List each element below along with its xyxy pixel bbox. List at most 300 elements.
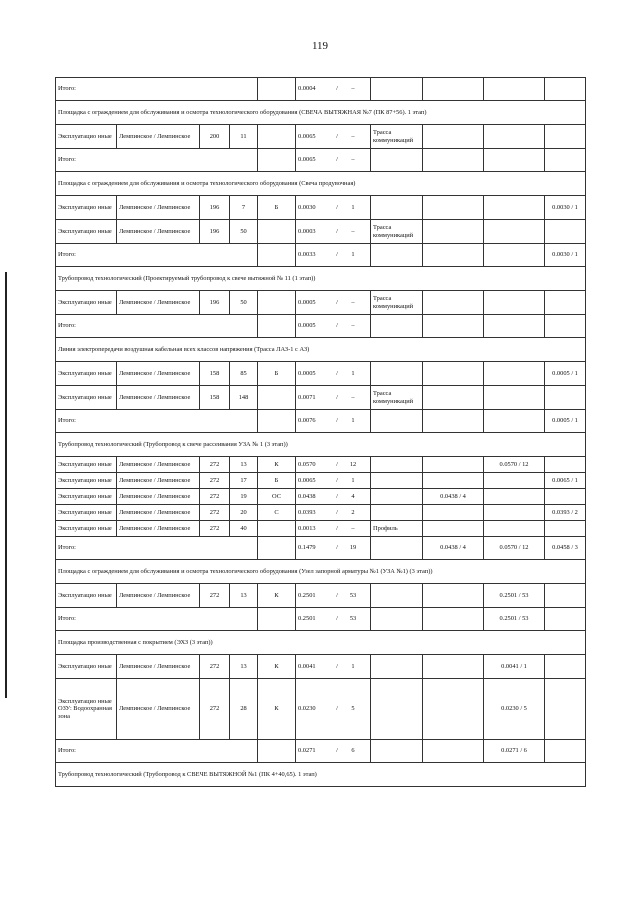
data-row bbox=[56, 473, 586, 489]
data-row bbox=[56, 291, 586, 315]
section-title: Площадка с ограждением для обслуживания и осмотра технологического оборудования (СВЕЧА ВЫТЯЖНАЯ №7 (ПК 87+56). 1 этап) bbox=[56, 101, 586, 125]
col9-cell bbox=[371, 362, 423, 386]
col11-cell bbox=[484, 196, 545, 220]
col10-cell bbox=[423, 473, 484, 489]
quarter-cell: 272 bbox=[200, 521, 230, 537]
col9-cell bbox=[371, 505, 423, 521]
col11-cell bbox=[484, 220, 545, 244]
tree-count: 53 bbox=[349, 615, 357, 623]
forestry-cell: Лемпинское / Лемпинское bbox=[117, 125, 200, 149]
area-count-cell bbox=[296, 125, 371, 149]
total-row bbox=[56, 410, 586, 433]
plot-cell: 7 bbox=[230, 196, 258, 220]
section-row bbox=[56, 763, 586, 787]
data-row bbox=[56, 679, 586, 740]
tree-count: – bbox=[351, 132, 355, 140]
col9-cell: Трасса коммуникаций bbox=[371, 291, 423, 315]
col9-cell bbox=[371, 608, 423, 631]
total-label: Итого: bbox=[56, 149, 258, 172]
col10-cell bbox=[423, 291, 484, 315]
section-title: Трубопровод технологический (Трубопровод к СВЕЧЕ ВЫТЯЖНОЙ №1 (ПК 4+40,65). 1 этап) bbox=[56, 763, 586, 787]
plot-cell: 11 bbox=[230, 125, 258, 149]
col12-cell: 0.0005 / 1 bbox=[545, 362, 586, 386]
plot-cell: 40 bbox=[230, 521, 258, 537]
area-value: 0.1479 bbox=[298, 544, 316, 552]
col9-cell: Трасса коммуникаций bbox=[371, 386, 423, 410]
owner-cell: Эксплуатацио нные bbox=[56, 291, 117, 315]
owner-cell: Эксплуатацио нные bbox=[56, 125, 117, 149]
area-value: 0.0065 bbox=[298, 156, 316, 164]
tree-count: 1 bbox=[351, 251, 355, 259]
quarter-cell: 196 bbox=[200, 196, 230, 220]
area-value: 0.0438 bbox=[298, 492, 316, 500]
col10-cell bbox=[423, 608, 484, 631]
tree-count: – bbox=[351, 227, 355, 235]
area-count-cell bbox=[296, 291, 371, 315]
plot-cell: 50 bbox=[230, 291, 258, 315]
section-row bbox=[56, 560, 586, 584]
forestry-cell: Лемпинское / Лемпинское bbox=[117, 362, 200, 386]
area-value: 0.0076 bbox=[298, 417, 316, 425]
area-count-cell bbox=[296, 196, 371, 220]
col9-cell: Трасса коммуникаций bbox=[371, 220, 423, 244]
area-value: 0.0030 bbox=[298, 203, 316, 211]
area-count-cell bbox=[296, 220, 371, 244]
area-count-cell bbox=[296, 740, 371, 763]
separator: / bbox=[336, 524, 338, 532]
quarter-cell: 200 bbox=[200, 125, 230, 149]
col11-cell bbox=[484, 521, 545, 537]
plot-cell: 50 bbox=[230, 220, 258, 244]
area-value: 0.0004 bbox=[298, 85, 316, 93]
col11-cell: 0.0041 / 1 bbox=[484, 655, 545, 679]
area-value: 0.0005 bbox=[298, 322, 316, 330]
col11-cell bbox=[484, 386, 545, 410]
col10-cell bbox=[423, 457, 484, 473]
category-cell bbox=[258, 291, 296, 315]
quarter-cell: 272 bbox=[200, 473, 230, 489]
forestry-cell: Лемпинское / Лемпинское bbox=[117, 521, 200, 537]
section-row bbox=[56, 433, 586, 457]
separator: / bbox=[336, 460, 338, 468]
area-count-cell bbox=[296, 505, 371, 521]
separator: / bbox=[336, 417, 338, 425]
category-cell: К bbox=[258, 584, 296, 608]
col12-cell bbox=[545, 149, 586, 172]
owner-cell: Эксплуатацио нные bbox=[56, 521, 117, 537]
col12-cell bbox=[545, 740, 586, 763]
data-row bbox=[56, 362, 586, 386]
col11-cell bbox=[484, 291, 545, 315]
area-count-cell bbox=[296, 537, 371, 560]
area-count-cell bbox=[296, 521, 371, 537]
category-cell bbox=[258, 78, 296, 101]
col9-cell: Профиль bbox=[371, 521, 423, 537]
owner-cell: Эксплуатацио нные bbox=[56, 505, 117, 521]
section-row bbox=[56, 631, 586, 655]
plot-cell: 20 bbox=[230, 505, 258, 521]
area-count-cell bbox=[296, 608, 371, 631]
owner-cell: Эксплуатацио нные bbox=[56, 386, 117, 410]
area-value: 0.2501 bbox=[298, 591, 316, 599]
area-value: 0.0005 bbox=[298, 298, 316, 306]
col11-cell: 0.0570 / 12 bbox=[484, 457, 545, 473]
forestry-cell: Лемпинское / Лемпинское bbox=[117, 386, 200, 410]
plot-cell: 13 bbox=[230, 655, 258, 679]
tree-count: 12 bbox=[349, 460, 357, 468]
col9-cell bbox=[371, 537, 423, 560]
section-title: Трубопровод технологический (Проектируемый трубопровод к свече вытяжной № 11 (1 этап)) bbox=[56, 267, 586, 291]
tree-count: 1 bbox=[351, 662, 355, 670]
tree-count: 2 bbox=[351, 508, 355, 516]
separator: / bbox=[336, 369, 338, 377]
quarter-cell: 196 bbox=[200, 220, 230, 244]
col9-cell bbox=[371, 457, 423, 473]
col9-cell bbox=[371, 410, 423, 433]
category-cell: Б bbox=[258, 196, 296, 220]
tree-count: 1 bbox=[351, 476, 355, 484]
col11-cell bbox=[484, 489, 545, 505]
col10-cell bbox=[423, 410, 484, 433]
col9-cell bbox=[371, 315, 423, 338]
separator: / bbox=[336, 544, 338, 552]
quarter-cell: 196 bbox=[200, 291, 230, 315]
quarter-cell: 272 bbox=[200, 505, 230, 521]
data-row bbox=[56, 505, 586, 521]
area-value: 0.0230 bbox=[298, 705, 316, 713]
data-row bbox=[56, 386, 586, 410]
col11-cell bbox=[484, 362, 545, 386]
col10-cell bbox=[423, 78, 484, 101]
forestry-cell: Лемпинское / Лемпинское bbox=[117, 489, 200, 505]
data-row bbox=[56, 655, 586, 679]
separator: / bbox=[336, 492, 338, 500]
forestry-cell: Лемпинское / Лемпинское bbox=[117, 679, 200, 740]
total-row bbox=[56, 608, 586, 631]
total-row bbox=[56, 537, 586, 560]
plot-cell: 28 bbox=[230, 679, 258, 740]
col11-cell: 0.0230 / 5 bbox=[484, 679, 545, 740]
area-count-cell bbox=[296, 315, 371, 338]
col10-cell bbox=[423, 584, 484, 608]
forestry-cell: Лемпинское / Лемпинское bbox=[117, 505, 200, 521]
col9-cell bbox=[371, 149, 423, 172]
separator: / bbox=[336, 203, 338, 211]
category-cell bbox=[258, 125, 296, 149]
section-row bbox=[56, 101, 586, 125]
col11-cell bbox=[484, 315, 545, 338]
col12-cell: 0.0393 / 2 bbox=[545, 505, 586, 521]
tree-count: 19 bbox=[349, 544, 357, 552]
data-row bbox=[56, 489, 586, 505]
area-count-cell bbox=[296, 149, 371, 172]
owner-cell: Эксплуатацио нные bbox=[56, 457, 117, 473]
col11-cell bbox=[484, 149, 545, 172]
separator: / bbox=[336, 251, 338, 259]
col11-cell bbox=[484, 125, 545, 149]
separator: / bbox=[336, 322, 338, 330]
page-number: 119 bbox=[311, 40, 329, 52]
col11-cell bbox=[484, 78, 545, 101]
total-row bbox=[56, 78, 586, 101]
col10-cell bbox=[423, 521, 484, 537]
category-cell: Б bbox=[258, 362, 296, 386]
total-label: Итого: bbox=[56, 410, 258, 433]
forestry-cell: Лемпинское / Лемпинское bbox=[117, 457, 200, 473]
tree-count: – bbox=[351, 322, 355, 330]
category-cell: К bbox=[258, 457, 296, 473]
col12-cell bbox=[545, 386, 586, 410]
tree-count: – bbox=[351, 298, 355, 306]
col9-cell: Трасса коммуникаций bbox=[371, 125, 423, 149]
col12-cell bbox=[545, 457, 586, 473]
area-value: 0.0393 bbox=[298, 508, 316, 516]
separator: / bbox=[336, 591, 338, 599]
category-cell bbox=[258, 220, 296, 244]
tree-count: 6 bbox=[351, 747, 355, 755]
col11-cell bbox=[484, 244, 545, 267]
area-value: 0.0003 bbox=[298, 227, 316, 235]
col10-cell bbox=[423, 505, 484, 521]
total-row bbox=[56, 315, 586, 338]
col11-cell bbox=[484, 505, 545, 521]
forestry-cell: Лемпинское / Лемпинское bbox=[117, 220, 200, 244]
area-count-cell bbox=[296, 457, 371, 473]
col12-cell bbox=[545, 489, 586, 505]
col10-cell bbox=[423, 679, 484, 740]
col12-cell bbox=[545, 679, 586, 740]
section-row bbox=[56, 338, 586, 362]
category-cell bbox=[258, 315, 296, 338]
area-count-cell bbox=[296, 489, 371, 505]
separator: / bbox=[336, 705, 338, 713]
quarter-cell: 158 bbox=[200, 362, 230, 386]
total-row bbox=[56, 740, 586, 763]
col10-cell bbox=[423, 220, 484, 244]
col11-cell bbox=[484, 473, 545, 489]
area-value: 0.2501 bbox=[298, 615, 316, 623]
tree-count: 5 bbox=[351, 705, 355, 713]
col12-cell bbox=[545, 655, 586, 679]
col9-cell bbox=[371, 679, 423, 740]
tree-count: – bbox=[351, 393, 355, 401]
col11-cell: 0.2501 / 53 bbox=[484, 584, 545, 608]
area-value: 0.0013 bbox=[298, 524, 316, 532]
separator: / bbox=[336, 747, 338, 755]
separator: / bbox=[336, 298, 338, 306]
area-count-cell bbox=[296, 410, 371, 433]
tree-count: 1 bbox=[351, 417, 355, 425]
tree-count: 1 bbox=[351, 203, 355, 211]
section-title: Площадка производственная с покрытием (ЭХЗ (3 этап)) bbox=[56, 631, 586, 655]
category-cell bbox=[258, 149, 296, 172]
tree-count: 4 bbox=[351, 492, 355, 500]
quarter-cell: 272 bbox=[200, 489, 230, 505]
plot-cell: 17 bbox=[230, 473, 258, 489]
col11-cell: 0.0570 / 12 bbox=[484, 537, 545, 560]
total-label: Итого: bbox=[56, 740, 258, 763]
plot-cell: 13 bbox=[230, 457, 258, 473]
col10-cell bbox=[423, 362, 484, 386]
col10-cell: 0.0438 / 4 bbox=[423, 537, 484, 560]
area-count-cell bbox=[296, 584, 371, 608]
col12-cell: 0.0030 / 1 bbox=[545, 196, 586, 220]
col12-cell: 0.0030 / 1 bbox=[545, 244, 586, 267]
area-value: 0.0570 bbox=[298, 460, 316, 468]
col9-cell bbox=[371, 740, 423, 763]
col9-cell bbox=[371, 78, 423, 101]
forestry-cell: Лемпинское / Лемпинское bbox=[117, 291, 200, 315]
owner-cell: Эксплуатацио нные bbox=[56, 362, 117, 386]
plot-cell: 13 bbox=[230, 584, 258, 608]
area-value: 0.0071 bbox=[298, 393, 316, 401]
separator: / bbox=[336, 156, 338, 164]
col12-cell bbox=[545, 584, 586, 608]
area-count-cell bbox=[296, 679, 371, 740]
tree-count: – bbox=[351, 524, 355, 532]
owner-cell: Эксплуатацио нные bbox=[56, 655, 117, 679]
tree-count: 53 bbox=[349, 591, 357, 599]
owner-cell: Эксплуатацио нные bbox=[56, 196, 117, 220]
category-cell: К bbox=[258, 655, 296, 679]
col12-cell bbox=[545, 291, 586, 315]
separator: / bbox=[336, 227, 338, 235]
category-cell bbox=[258, 410, 296, 433]
owner-cell: Эксплуатацио нные ОЗУ: Водоохранная зона bbox=[56, 679, 117, 740]
col10-cell bbox=[423, 149, 484, 172]
data-row bbox=[56, 196, 586, 220]
section-title: Трубопровод технологический (Трубопровод к свече рассеивания УЗА № 1 (3 этап)) bbox=[56, 433, 586, 457]
col11-cell bbox=[484, 410, 545, 433]
col9-cell bbox=[371, 655, 423, 679]
col9-cell bbox=[371, 489, 423, 505]
margin-bar bbox=[5, 272, 7, 698]
col11-cell: 0.0271 / 6 bbox=[484, 740, 545, 763]
category-cell: Б bbox=[258, 473, 296, 489]
separator: / bbox=[336, 615, 338, 623]
quarter-cell: 158 bbox=[200, 386, 230, 410]
data-row bbox=[56, 125, 586, 149]
data-row bbox=[56, 584, 586, 608]
separator: / bbox=[336, 508, 338, 516]
category-cell bbox=[258, 740, 296, 763]
separator: / bbox=[336, 132, 338, 140]
forestry-cell: Лемпинское / Лемпинское bbox=[117, 473, 200, 489]
area-value: 0.0005 bbox=[298, 369, 316, 377]
tree-count: 1 bbox=[351, 369, 355, 377]
data-row bbox=[56, 220, 586, 244]
col12-cell: 0.0458 / 3 bbox=[545, 537, 586, 560]
category-cell bbox=[258, 537, 296, 560]
col12-cell: 0.0005 / 1 bbox=[545, 410, 586, 433]
area-value: 0.0065 bbox=[298, 132, 316, 140]
col12-cell bbox=[545, 608, 586, 631]
col12-cell bbox=[545, 125, 586, 149]
section-title: Площадка с ограждением для обслуживания и осмотра технологического оборудования (Свеча продувочная) bbox=[56, 172, 586, 196]
plot-cell: 85 bbox=[230, 362, 258, 386]
quarter-cell: 272 bbox=[200, 584, 230, 608]
area-value: 0.0065 bbox=[298, 476, 316, 484]
col9-cell bbox=[371, 584, 423, 608]
section-row bbox=[56, 267, 586, 291]
plot-cell: 148 bbox=[230, 386, 258, 410]
col10-cell: 0.0438 / 4 bbox=[423, 489, 484, 505]
col9-cell bbox=[371, 244, 423, 267]
owner-cell: Эксплуатацио нные bbox=[56, 489, 117, 505]
forestry-cell: Лемпинское / Лемпинское bbox=[117, 584, 200, 608]
col12-cell bbox=[545, 78, 586, 101]
separator: / bbox=[336, 476, 338, 484]
area-count-cell bbox=[296, 78, 371, 101]
area-value: 0.0041 bbox=[298, 662, 316, 670]
area-value: 0.0271 bbox=[298, 747, 316, 755]
tree-count: – bbox=[351, 85, 355, 93]
section-title: Площадка с ограждением для обслуживания и осмотра технологического оборудования (Узел запорной арматуры №1 (УЗА №1) (3 этап)) bbox=[56, 560, 586, 584]
separator: / bbox=[336, 393, 338, 401]
quarter-cell: 272 bbox=[200, 457, 230, 473]
quarter-cell: 272 bbox=[200, 679, 230, 740]
total-label: Итого: bbox=[56, 608, 258, 631]
forestry-cell: Лемпинское / Лемпинское bbox=[117, 196, 200, 220]
owner-cell: Эксплуатацио нные bbox=[56, 473, 117, 489]
area-count-cell bbox=[296, 655, 371, 679]
total-row bbox=[56, 149, 586, 172]
col9-cell bbox=[371, 196, 423, 220]
plot-cell: 19 bbox=[230, 489, 258, 505]
category-cell: К bbox=[258, 679, 296, 740]
col12-cell bbox=[545, 521, 586, 537]
area-value: 0.0033 bbox=[298, 251, 316, 259]
area-count-cell bbox=[296, 362, 371, 386]
category-cell: ОС bbox=[258, 489, 296, 505]
tree-count: – bbox=[351, 156, 355, 164]
col10-cell bbox=[423, 740, 484, 763]
separator: / bbox=[336, 85, 338, 93]
col12-cell bbox=[545, 220, 586, 244]
separator: / bbox=[336, 662, 338, 670]
area-count-cell bbox=[296, 244, 371, 267]
area-count-cell bbox=[296, 386, 371, 410]
total-label: Итого: bbox=[56, 78, 258, 101]
owner-cell: Эксплуатацио нные bbox=[56, 584, 117, 608]
category-cell bbox=[258, 386, 296, 410]
col10-cell bbox=[423, 655, 484, 679]
owner-cell: Эксплуатацио нные bbox=[56, 220, 117, 244]
col10-cell bbox=[423, 386, 484, 410]
col9-cell bbox=[371, 473, 423, 489]
section-row bbox=[56, 172, 586, 196]
section-title: Линия электропередачи воздушная кабельная всех классов напряжения (Трасса ЛАЗ-1 с АЗ) bbox=[56, 338, 586, 362]
quarter-cell: 272 bbox=[200, 655, 230, 679]
total-label: Итого: bbox=[56, 315, 258, 338]
col12-cell bbox=[545, 315, 586, 338]
col12-cell: 0.0065 / 1 bbox=[545, 473, 586, 489]
category-cell bbox=[258, 244, 296, 267]
forest-area-table bbox=[55, 77, 586, 787]
col10-cell bbox=[423, 244, 484, 267]
col10-cell bbox=[423, 196, 484, 220]
total-label: Итого: bbox=[56, 244, 258, 267]
area-count-cell bbox=[296, 473, 371, 489]
category-cell: С bbox=[258, 505, 296, 521]
category-cell bbox=[258, 608, 296, 631]
col11-cell: 0.2501 / 53 bbox=[484, 608, 545, 631]
total-row bbox=[56, 244, 586, 267]
data-row bbox=[56, 521, 586, 537]
category-cell bbox=[258, 521, 296, 537]
forestry-cell: Лемпинское / Лемпинское bbox=[117, 655, 200, 679]
col10-cell bbox=[423, 125, 484, 149]
